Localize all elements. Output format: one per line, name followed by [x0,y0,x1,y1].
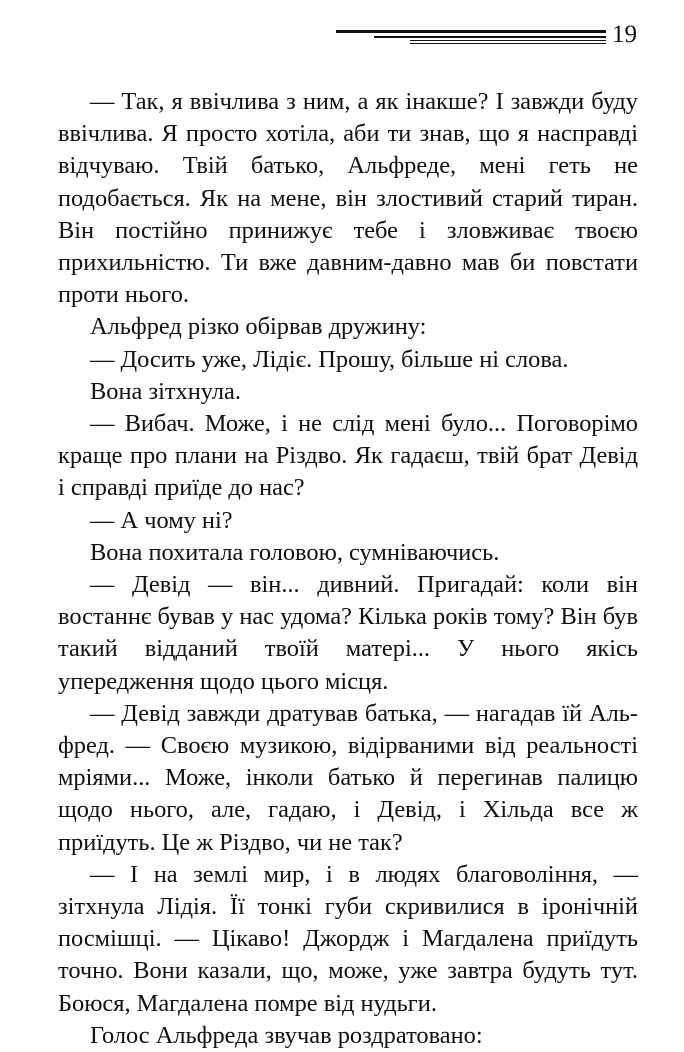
body-text [58,86,638,1052]
header-rule-thick [336,30,606,33]
paragraph: Альфред різко обірвав дружину: [90,313,427,341]
page-header [0,18,684,58]
paragraph: — Досить уже, Лідіє. Прошу, більше ні слова. [90,345,569,373]
paragraph: — Девід завжди дратував батька, — нагадав їй Альфред. — Своєю музикою, відірваними від реальності мріями... Може, інколи батько й перегинав палицю щодо нього, але, гадаю, і Девід, і Хільда все ж приїдуть. Це ж Різдво, чи не так? [58,699,638,856]
page-number: 19 [612,21,637,48]
header-rule-medium [374,36,606,38]
paragraph: — Так, я ввічлива з ним, а як інакше? І завжди буду ввічлива. Я просто хотіла, аби ти знав, що я насправді відчуваю. Твій батько, Альфреде, мені геть не подобається. Як на мене, він злостивий старий тиран. Він постійно принижує тебе і зловживає твоєю прихильністю. Ти вже давним-давно мав би повстати проти нього. [58,88,638,309]
paragraph: — Девід — він... дивний. Пригадай: коли він востаннє бував у нас удома? Кілька років тому? Він був такий відданий твоїй матері... У нього якісь упередження щодо цього місця. [58,571,638,695]
paragraph: Вона зітхнула. [90,377,241,405]
header-rule-ornament [336,30,606,50]
paragraph: Голос Альфреда звучав роздратовано: [90,1021,483,1049]
paragraph: Вона похитала головою, сумніваючись. [90,538,500,566]
paragraph: — А чому ні? [90,506,233,534]
paragraph: — Вибач. Може, і не слід мені було... Поговорімо краще про плани на Різдво. Як гадаєш, твій брат Девід і справді приїде до нас? [58,410,638,502]
paragraph: — І на землі мир, і в людях благовоління, — зітхнула Лідія. Її тонкі губи скривилися в іронічній посмішці. — Цікаво! Джордж і Магдалена приїдуть точно. Вони казали, що, може, уже завтра будуть тут. Боюся, Магдалена помре від нудьги. [58,860,638,1017]
header-rule-thin [410,43,606,44]
header-rule-thin [410,40,606,41]
